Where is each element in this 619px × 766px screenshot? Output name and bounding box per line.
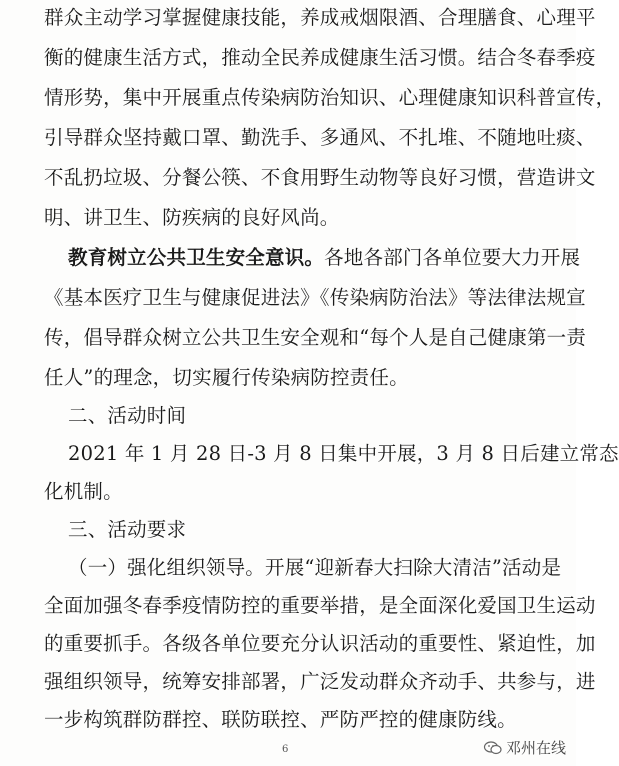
body-line: 引导群众坚持戴口罩、勤洗手、多通风、不扎堆、不随地吐痰、 — [44, 126, 596, 149]
paragraph-lead-rest: 各地各部门各单位要大力开展 — [324, 246, 581, 269]
wechat-icon — [484, 741, 502, 755]
watermark-text: 邓州在线 — [505, 739, 566, 757]
body-line: 衡的健康生活方式，推动全民养成健康生活习惯。结合冬春季疫 — [44, 46, 596, 69]
section-heading: 二、活动时间 — [68, 404, 187, 427]
body-line: 2021 年 1 月 28 日-3 月 8 日集中开展，3 月 8 日后建立常态 — [68, 442, 619, 465]
body-line: 不乱扔垃圾、分餐公筷、不食用野生动物等良好习惯，营造讲文 — [44, 166, 596, 189]
section-heading: 三、活动要求 — [68, 518, 187, 541]
watermark — [484, 737, 566, 758]
body-line: 全面加强冬春季疫情防控的重要举措，是全面深化爱国卫生运动 — [44, 594, 596, 617]
page-number: 6 — [282, 744, 289, 755]
body-line: 一步构筑群防群控、联防联控、严防严控的健康防线。 — [44, 708, 517, 731]
body-line: （一）强化组织领导。开展“迎新春大扫除大清洁”活动是 — [68, 556, 562, 579]
body-line: 强组织领导，统筹安排部署，广泛发动群众齐动手、共参与，进 — [44, 670, 596, 693]
body-line: 化机制。 — [44, 480, 123, 503]
body-line: 明、讲卫生、防疾病的良好风尚。 — [44, 206, 340, 229]
paragraph-bold-lead: 教育树立公共卫生安全意识。 — [68, 246, 325, 269]
body-line: 情形势，集中开展重点传染病防治知识、心理健康知识科普宣传， — [44, 86, 616, 109]
body-line: 《基本医疗卫生与健康促进法》《传染病防治法》等法律法规宣 — [44, 286, 586, 309]
body-line: 任人”的理念，切实履行传染病防控责任。 — [44, 366, 409, 389]
body-line: 传，倡导群众树立公共卫生安全观和“每个人是自己健康第一责 — [44, 326, 587, 349]
body-line: 的重要抓手。各级各单位要充分认识活动的重要性、紧迫性，加 — [44, 632, 596, 655]
paragraph-lead — [68, 242, 581, 274]
body-line: 群众主动学习掌握健康技能，养成戒烟限酒、合理膳食、心理平 — [44, 6, 596, 29]
